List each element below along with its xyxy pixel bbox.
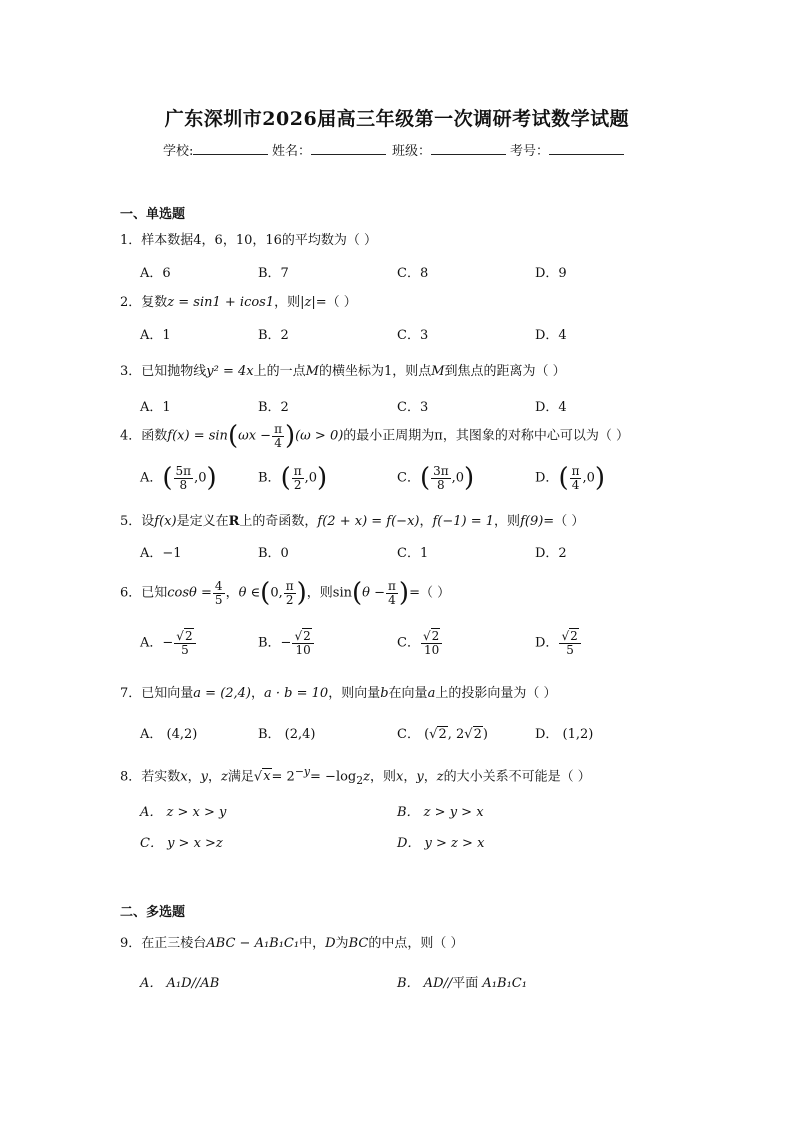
q9-option-a[interactable]: A． A₁D//AB <box>140 976 220 991</box>
q4-option-c[interactable]: C．( $\frac{3\pi}{8}$ ,0) <box>397 463 475 494</box>
q5-option-a[interactable]: A．−1 <box>140 546 182 561</box>
q4-option-d[interactable]: D．( $\frac{\pi}{4}$ ,0) <box>535 463 606 494</box>
q8-option-c[interactable]: C． y > x >z <box>140 836 223 851</box>
q2-option-a[interactable]: A．1 <box>140 328 171 343</box>
q8-option-b[interactable]: B． z > y > x <box>397 805 484 820</box>
q7-option-c[interactable]: C． (√2, 2√2) <box>397 727 488 742</box>
q5-option-d[interactable]: D．2 <box>535 546 567 561</box>
q4-option-a[interactable]: A．( $\frac{5\pi}{8}$ ,0) <box>140 463 217 494</box>
q3-parabola: y² = 4x <box>206 364 254 379</box>
q3-option-a[interactable]: A．1 <box>140 400 171 415</box>
q3-option-d[interactable]: D．4 <box>535 400 567 415</box>
q1-option-d[interactable]: D．9 <box>535 266 567 281</box>
q3-option-b[interactable]: B．2 <box>258 400 289 415</box>
question-6: 6．已知cosθ = $\frac{4}{5}$ ，θ ∈(0, $\frac{\pi}{2}$ )，则sin(θ − $\frac{\pi}{4}$ )=（ ） <box>120 578 451 609</box>
q3-option-c[interactable]: C．3 <box>397 400 429 415</box>
page-title: 广东深圳市2026届高三年级第一次调研考试数学试题 <box>164 108 630 130</box>
q1-option-b[interactable]: B．7 <box>258 266 289 281</box>
exam-number-label: 考号： <box>510 144 550 159</box>
question-8: 8．若实数x，y，z满足$√x= 2^{-y}= -\log_2z$，则x，y，z的大小关系不可能是（ ） <box>120 765 591 787</box>
q4-option-b[interactable]: B．( $\frac{\pi}{2}$ ,0) <box>258 463 328 494</box>
question-7: 7．已知向量a = (2,4)，a · b = 10，则向量b在向量a上的投影向量为（ ） <box>120 686 557 701</box>
q2-option-c[interactable]: C．3 <box>397 328 429 343</box>
school-label: 学校: <box>163 144 194 159</box>
q7-option-d[interactable]: D． (1,2) <box>535 727 594 742</box>
q5-option-c[interactable]: C．1 <box>397 546 429 561</box>
name-label: 姓名： <box>272 144 312 159</box>
q7-option-b[interactable]: B． (2,4) <box>258 727 316 742</box>
question-5: 5．设f(x)是定义在R上的奇函数，f(2 + x) = f(−x)，f(−1) = 1，则f(9)=（ ） <box>120 514 585 529</box>
q6-option-c[interactable]: C． $\frac{√2}{10}$ <box>397 630 443 656</box>
question-4: 4．函数f(x) = sin(ωx − $\frac{\pi}{4}$ )(ω > 0)的最小正周期为π，其图象的对称中心可以为（ ） <box>120 421 629 452</box>
q8-option-d[interactable]: D． y > z > x <box>397 836 485 851</box>
exam-number-field[interactable] <box>510 140 624 159</box>
question-2: 2．复数z = sin1 + icos1，则|z|=（ ） <box>120 295 357 310</box>
q1-option-c[interactable]: C．8 <box>397 266 429 281</box>
q6-option-a[interactable]: A．− $\frac{√2}{5}$ <box>140 630 197 656</box>
question-3: 3．已知抛物线y² = 4x上的一点M的横坐标为1，则点M到焦点的距离为（ ） <box>120 364 566 379</box>
q5-option-b[interactable]: B．0 <box>258 546 289 561</box>
q2-option-b[interactable]: B．2 <box>258 328 289 343</box>
q8-option-a[interactable]: A． z > x > y <box>140 805 227 820</box>
class-label: 班级： <box>392 144 432 159</box>
question-1: 1．样本数据4，6，10，16的平均数为（ ） <box>120 233 378 248</box>
question-9: 9．在正三棱台ABC − A₁B₁C₁中，D为BC的中点，则（ ） <box>120 936 464 951</box>
q6-option-d[interactable]: D． $\frac{√2}{5}$ <box>535 630 582 656</box>
q2-modulus: |z| <box>300 295 316 310</box>
school-field[interactable] <box>163 140 268 159</box>
q2-expression: z = sin1 + icos1 <box>167 295 275 310</box>
section-multiple-choice: 二、多选题 <box>120 905 186 920</box>
q9-option-b[interactable]: B． AD//平面 A₁B₁C₁ <box>397 976 527 991</box>
name-field[interactable] <box>272 140 386 159</box>
section-single-choice: 一、单选题 <box>120 207 186 222</box>
q1-option-a[interactable]: A．6 <box>140 266 171 281</box>
class-field[interactable] <box>392 140 506 159</box>
q6-option-b[interactable]: B．− $\frac{√2}{10}$ <box>258 630 315 656</box>
q7-option-a[interactable]: A． (4,2) <box>140 727 198 742</box>
q2-option-d[interactable]: D．4 <box>535 328 567 343</box>
